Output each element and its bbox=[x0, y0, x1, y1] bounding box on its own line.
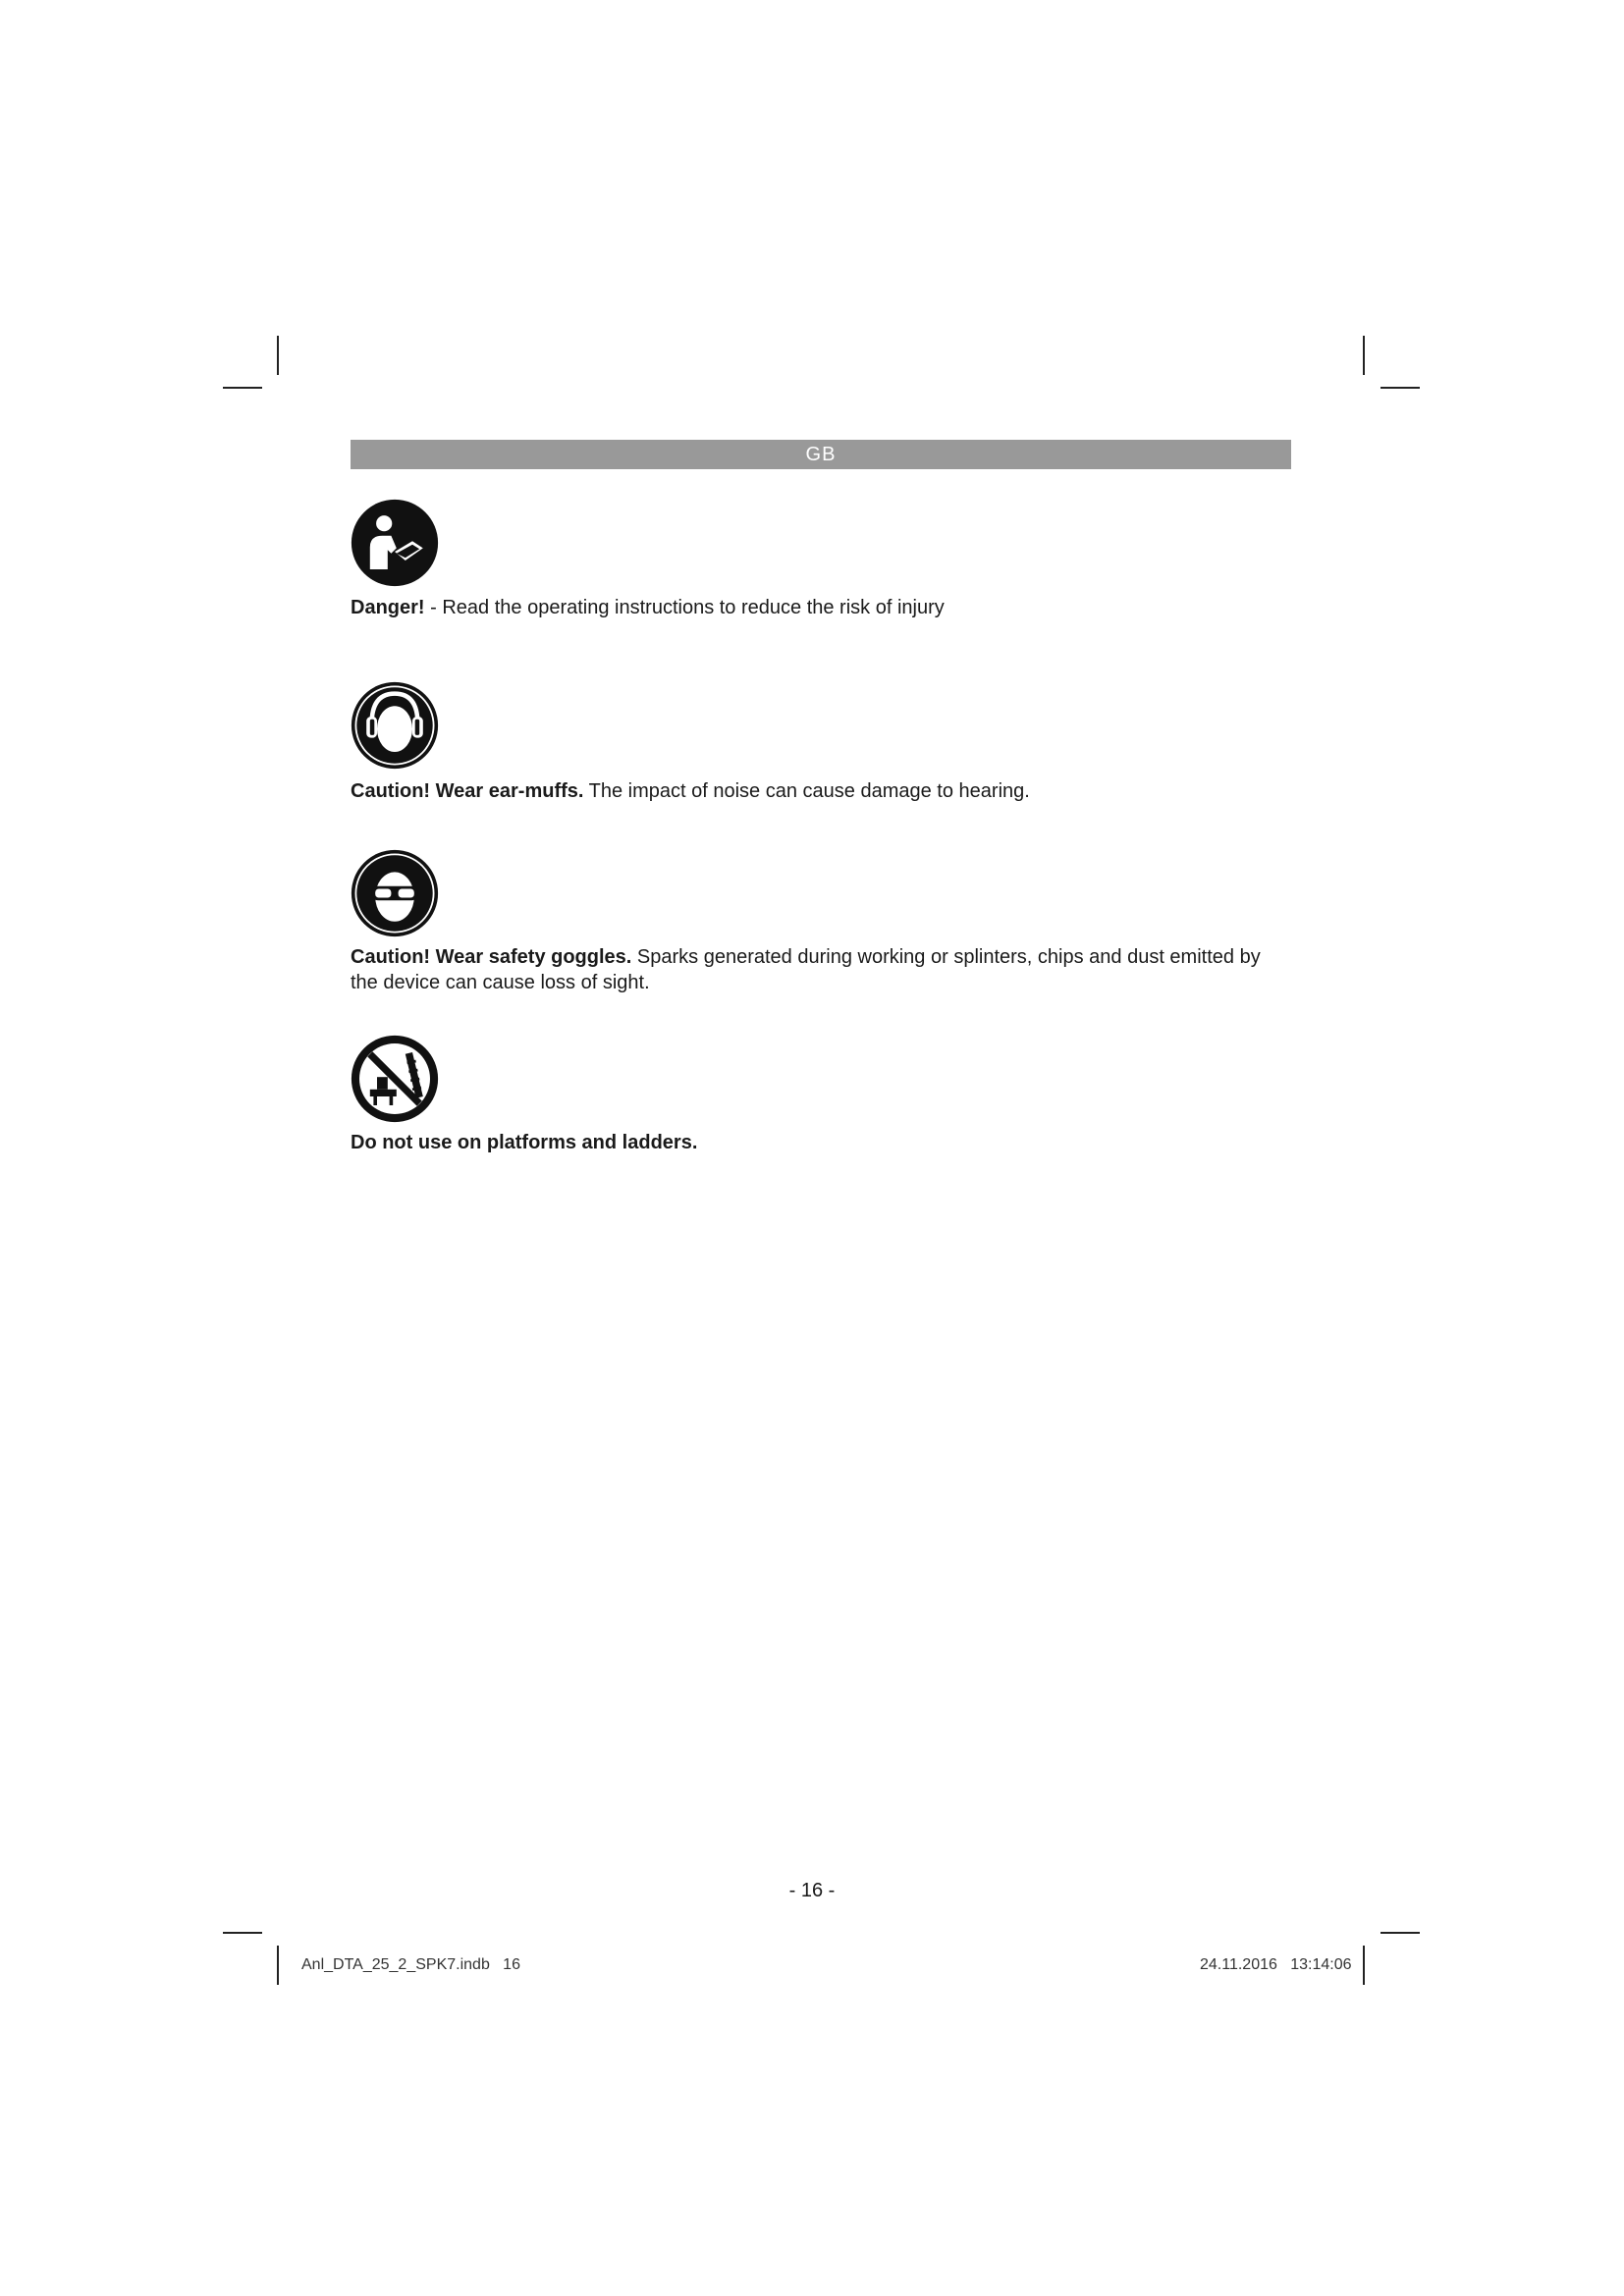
notice-text: The impact of noise can cause damage to hearing. bbox=[583, 780, 1030, 802]
language-code: GB bbox=[805, 444, 837, 465]
no-platforms-ladders-icon bbox=[351, 1035, 439, 1123]
safety-goggles-icon bbox=[351, 849, 439, 937]
crop-mark-top-left-v bbox=[277, 336, 279, 375]
notice-bold-label: Do not use on platforms and ladders. bbox=[351, 1132, 698, 1153]
crop-mark-top-left-h bbox=[223, 387, 262, 389]
notice-ear-muffs bbox=[351, 778, 1293, 804]
notice-text: Sparks generated during working or splinters, chips and dust emitted by the device can cause loss of sight. bbox=[351, 946, 1261, 993]
page-number: - 16 - bbox=[788, 1880, 836, 1901]
print-timestamp: 24.11.2016 13:14:06 bbox=[1200, 1956, 1352, 1973]
notice-bold-label: Caution! Wear ear-muffs. bbox=[351, 780, 584, 802]
notice-text: - Read the operating instructions to reduce the risk of injury bbox=[424, 597, 945, 618]
notice-bold-label: Danger! bbox=[351, 597, 425, 618]
ear-muffs-icon bbox=[351, 681, 439, 770]
crop-mark-bottom-left-v bbox=[277, 1946, 279, 1985]
crop-mark-top-right-v bbox=[1363, 336, 1365, 375]
language-header-bar bbox=[351, 440, 1291, 469]
crop-mark-top-right-h bbox=[1380, 387, 1420, 389]
file-slug: Anl_DTA_25_2_SPK7.indb 16 bbox=[301, 1956, 520, 1973]
notice-read-instructions bbox=[351, 595, 1293, 620]
notice-safety-goggles bbox=[351, 944, 1293, 995]
read-manual-icon bbox=[351, 499, 439, 587]
crop-mark-bottom-left-h bbox=[223, 1932, 262, 1934]
crop-mark-bottom-right-v bbox=[1363, 1946, 1365, 1985]
notice-no-platforms-ladders bbox=[351, 1130, 1293, 1155]
crop-mark-bottom-right-h bbox=[1380, 1932, 1420, 1934]
notice-bold-label: Caution! Wear safety goggles. bbox=[351, 946, 632, 968]
